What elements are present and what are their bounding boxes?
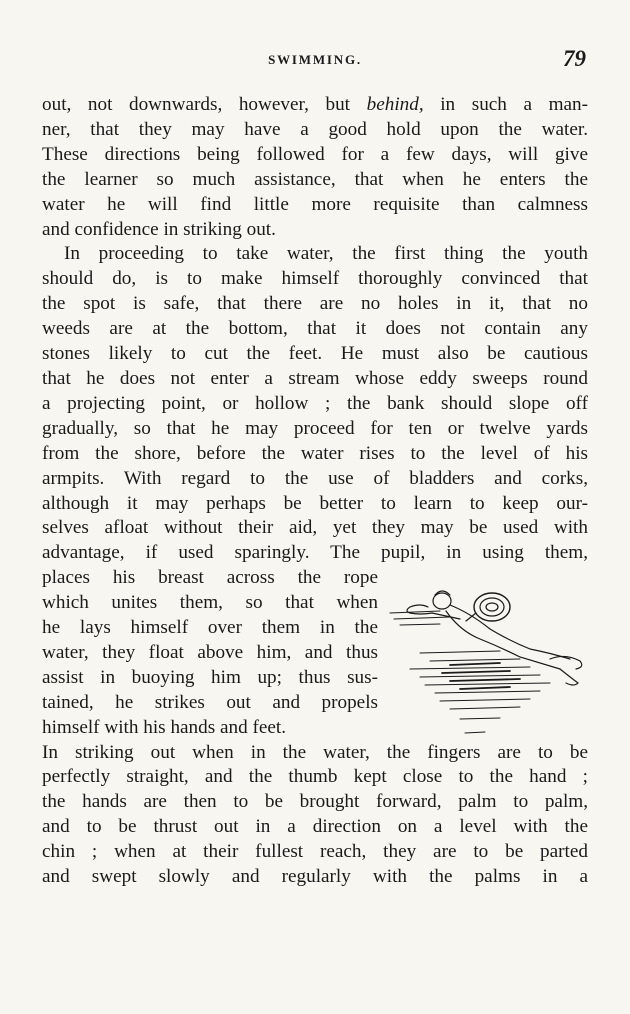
text-line: water he will find little more requisite than calmness — [42, 193, 588, 215]
text-line: out, not downwards, however, but behind, in such a man- — [42, 94, 588, 115]
running-title: SWIMMING. — [268, 52, 362, 67]
text-line: water, they float above him, and thus — [42, 641, 378, 663]
text-line: and confidence in striking out. — [42, 218, 276, 240]
text-line: advantage, if used sparingly. The pupil, in using them, — [42, 542, 588, 564]
text-line: places his breast across the rope — [42, 567, 378, 589]
text-line: the spot is safe, that there are no holes in it, that no — [42, 293, 588, 315]
text-line: armpits. With regard to the use of bladders and corks, — [42, 467, 588, 489]
text-line: the learner so much assistance, that when he enters the — [42, 168, 588, 190]
page-number: 79 — [563, 46, 586, 71]
text-line: he lays himself over them in the — [42, 617, 378, 639]
text-line: although it may perhaps be better to learn to keep our- — [42, 492, 588, 514]
text-line: In proceeding to take water, the first thing the youth — [64, 243, 588, 265]
swimmer-with-float-icon — [380, 573, 592, 751]
text-line: weeds are at the bottom, that it does not contain any — [42, 318, 588, 340]
text-line: In striking out when in the water, the fingers are to be — [42, 741, 588, 763]
text-line: himself with his hands and feet. — [42, 716, 287, 738]
body-text — [42, 93, 588, 890]
text-line: assist in buoying him up; thus sus- — [42, 666, 378, 688]
text-line: stones likely to cut the feet. He must also be cautious — [42, 343, 588, 365]
text-line: and swept slowly and regularly with the palms in a — [42, 866, 588, 888]
text-line: perfectly straight, and the thumb kept close to the hand ; — [42, 766, 588, 788]
text-line: from the shore, before the water rises to the level of his — [42, 442, 588, 464]
text-line: which unites them, so that when — [42, 592, 378, 614]
text-line: the hands are then to be brought forward, palm to palm, — [42, 791, 588, 813]
text-line: selves afloat without their aid, yet they may be used with — [42, 517, 588, 539]
text-line: ner, that they may have a good hold upon the water. — [42, 118, 588, 140]
text-line: gradually, so that he may proceed for ten or twelve yards — [42, 417, 588, 439]
text-line: and to be thrust out in a direction on a level with the — [42, 816, 588, 838]
text-line: chin ; when at their fullest reach, they are to be parted — [42, 841, 588, 863]
text-line: should do, is to make himself thoroughly convinced that — [42, 268, 588, 290]
text-line: tained, he strikes out and propels — [42, 691, 378, 713]
page-header — [42, 46, 588, 76]
text-line: These directions being followed for a few days, will give — [42, 143, 588, 165]
text-line: a projecting point, or hollow ; the bank should slope off — [42, 392, 588, 414]
text-line: that he does not enter a stream whose eddy sweeps round — [42, 367, 588, 389]
swimmer-illustration — [380, 573, 592, 751]
